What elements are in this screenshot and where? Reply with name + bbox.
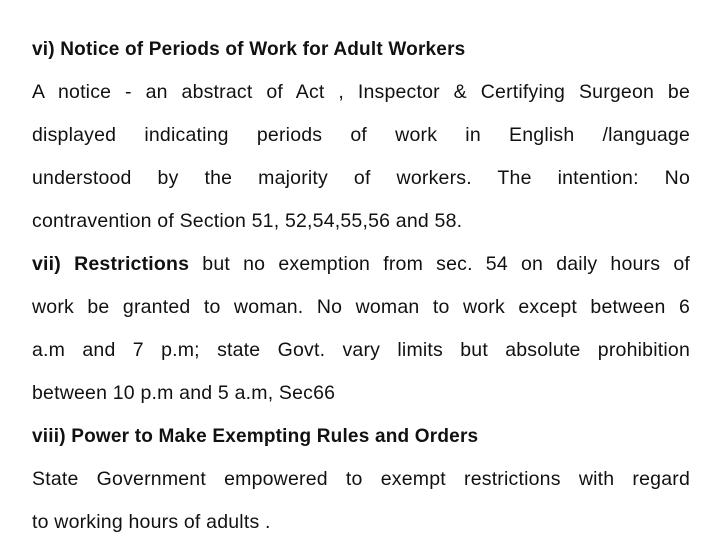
section-vii-line-3: a.m and 7 p.m; state Govt. vary limits but absolute prohibition [32,339,690,361]
section-vi-line-4: contravention of Section 51, 52,54,55,56 and 58. [32,210,463,232]
section-vii-first-line [32,243,690,286]
section-vii-line-4: between 10 p.m and 5 a.m, Sec66 [32,382,336,404]
section-vii-line-2: work be granted to woman. No woman to work except between 6 [32,296,690,318]
section-vi-line-3: understood by the majority of workers. The intention: No [32,167,690,189]
document-page [32,28,690,544]
section-vi-line-2: displayed indicating periods of work in English /language [32,124,690,146]
section-viii-line-2: to working hours of adults . [32,511,271,533]
section-vi-line-1: A notice - an abstract of Act , Inspector & Certifying Surgeon be [32,81,690,103]
section-viii-line-1: State Government empowered to exempt restrictions with regard [32,468,690,490]
section-vi-heading: vi) Notice of Periods of Work for Adult Workers [32,39,466,60]
section-vii-first-line-text: but no exemption from sec. 54 on daily hours of [189,253,690,275]
section-viii-heading: viii) Power to Make Exempting Rules and Orders [32,426,479,447]
section-vii-heading: vii) Restrictions [32,253,190,275]
